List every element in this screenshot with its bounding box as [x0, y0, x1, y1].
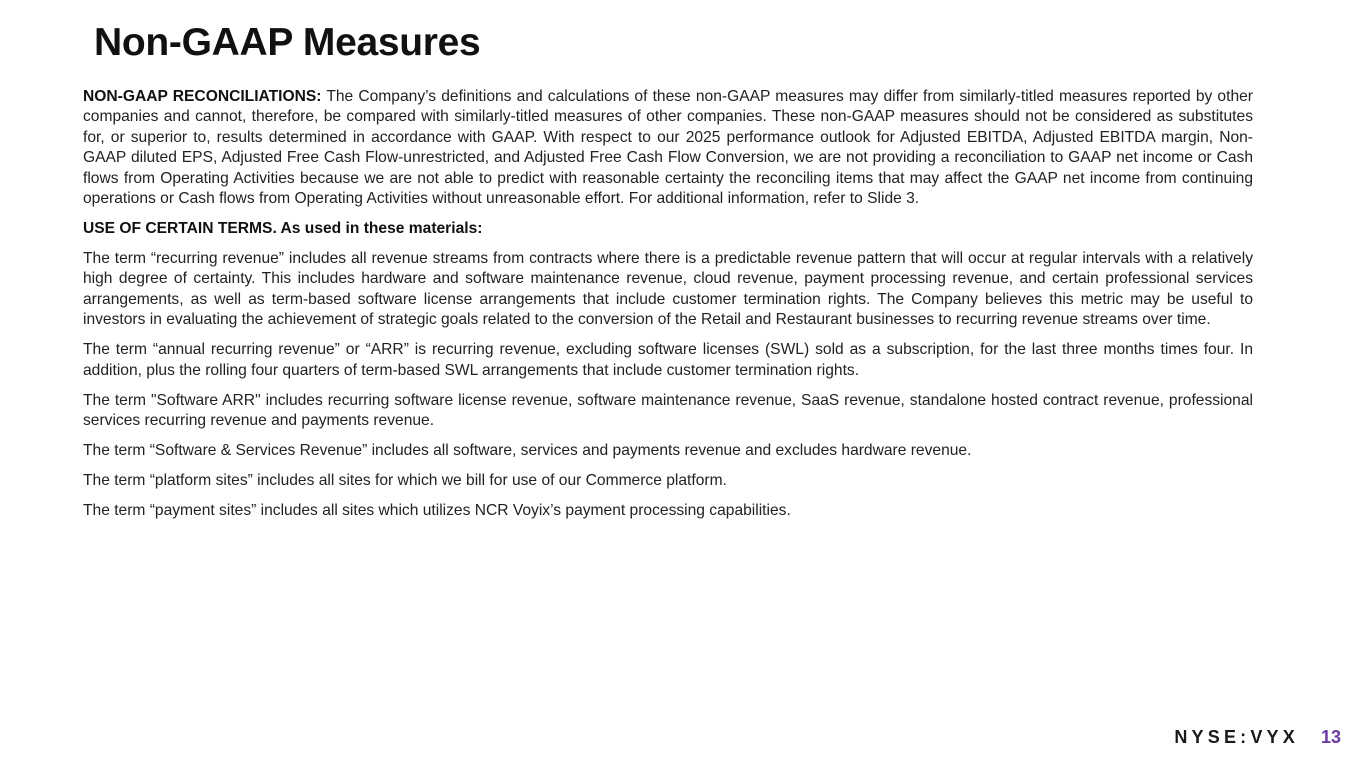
- non-gaap-reconciliations-paragraph: [83, 87, 1253, 209]
- term-software-arr: The term "Software ARR" includes recurring software license revenue, software maintenance revenue, SaaS revenue, standalone hosted contract revenue, professional services recurring revenue and payments revenue.: [83, 391, 1253, 430]
- stock-ticker: NYSE:VYX: [1174, 727, 1299, 747]
- reconciliations-lead: NON-GAAP RECONCILIATIONS:: [83, 88, 322, 105]
- term-annual-recurring-revenue: The term “annual recurring revenue” or “ARR” is recurring revenue, excluding software licenses (SWL) sold as a subscription, for the last three months times four. In addition, plus the rolling four quarters of term-based SWL arrangements that include customer termination rights.: [83, 341, 1253, 379]
- body-text: [83, 87, 1253, 531]
- term-payment-sites: The term “payment sites” includes all sites which utilizes NCR Voyix’s payment processing capabilities.: [83, 502, 791, 520]
- term-platform-sites: The term “platform sites” includes all sites for which we bill for use of our Commerce platform.: [83, 472, 727, 490]
- reconciliations-text: The Company’s definitions and calculations of these non-GAAP measures may differ from similarly-titled measures reported by other companies and cannot, therefore, be compared with similarly-titled measures of other companies. These non-GAAP measures should not be considered as substitutes for, or superior to, results determined in accordance with GAAP. With respect to our 2025 performance outlook for Adjusted EBITDA, Adjusted EBITDA margin, Non-GAAP diluted EPS, Adjusted Free Cash Flow-unrestricted, and Adjusted Free Cash Flow Conversion, we are not providing a reconciliation to GAAP net income or Cash flows from Operating Activities because we are not able to predict with reasonable certainty the reconciling items that may affect the GAAP net income from continuing operations or Cash flows from Operating Activities without unreasonable effort. For additional information, refer to Slide 3.: [83, 88, 1253, 208]
- term-software-services-revenue: The term “Software & Services Revenue” includes all software, services and payments revenue and excludes hardware revenue.: [83, 442, 972, 460]
- page-number: 13: [1320, 727, 1341, 747]
- term-recurring-revenue: The term “recurring revenue” includes all revenue streams from contracts where there is a predictable revenue pattern that will occur at regular intervals with a relatively high degree of certainty. This includes hardware and software maintenance revenue, cloud revenue, payment processing revenue, and certain professional services arrangements, as well as term-based software license arrangements that include customer termination rights. The Company believes this metric may be useful to investors in evaluating the achievement of strategic goals related to the conversion of the Retail and Restaurant businesses to recurring revenue streams over time.: [83, 250, 1253, 329]
- slide-footer: [1174, 727, 1341, 748]
- terms-heading: USE OF CERTAIN TERMS. As used in these materials:: [83, 220, 483, 238]
- slide-title: Non-GAAP Measures: [94, 21, 481, 64]
